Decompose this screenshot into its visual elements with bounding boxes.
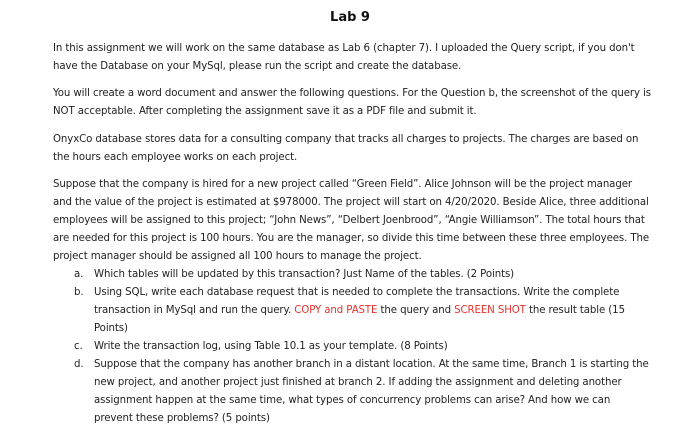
- question-c: [74, 338, 649, 356]
- question-text: the result table (15 Points): [94, 305, 625, 334]
- question-text: Using SQL, write each database request that is needed to complete the transactions. Write the complete transaction in MySql and run the query.: [94, 287, 620, 316]
- highlight-screen-shot: SCREEN SHOT: [454, 305, 526, 316]
- question-marker: d.: [74, 359, 84, 370]
- question-text: the query and: [377, 305, 455, 316]
- highlight-copy-paste: COPY and PASTE: [294, 305, 378, 316]
- question-marker: c.: [74, 341, 83, 352]
- question-d: [74, 356, 649, 428]
- question-marker: a.: [74, 269, 84, 280]
- question-a: [74, 266, 649, 284]
- question-marker: b.: [74, 287, 84, 298]
- instructions-paragraph: You will create a word document and answer the following questions. For the Question b, the screenshot of the query is NOT acceptable. After completing the assignment save it as a PDF file and submit it.: [53, 88, 651, 117]
- database-description-paragraph: OnyxCo database stores data for a consulting company that tracks all charges to projects. The charges are based on the hours each employee works on each project.: [53, 134, 639, 163]
- scenario-paragraph: Suppose that the company is hired for a new project called “Green Field”. Alice Johnson will be the project manager and the value of the project is estimated at $978000. The project will start on 4/20/2020. Beside Alice, three additional employees will be assigned to this project; “John News”, “Delbert Joenbrood”, “Angie Williamson”. The total hours that are needed for this project is 100 hours. You are the manager, so divide this time between these three employees. The project manager should be assigned all 100 hours to manage the project.: [53, 179, 650, 262]
- question-text: Which tables will be updated by this transaction? Just Name of the tables. (2 Points): [94, 269, 515, 280]
- question-b: [74, 284, 649, 338]
- question-text: Suppose that the company has another branch in a distant location. At the same time, Branch 1 is starting the new project, and another project just finished at branch 2. If adding the assignment and deleting another assignment happen at the same time, what types of concurrency problems can arise? And how we can prevent these problems? (5 points): [94, 359, 649, 424]
- document-title: Lab 9: [330, 10, 370, 25]
- intro-paragraph: In this assignment we will work on the same database as Lab 6 (chapter 7). I uploaded the Query script, if you don't have the Database on your MySql, please run the script and create the database.: [53, 43, 635, 72]
- question-list: [74, 266, 649, 428]
- question-text: Write the transaction log, using Table 10.1 as your template. (8 Points): [94, 341, 448, 352]
